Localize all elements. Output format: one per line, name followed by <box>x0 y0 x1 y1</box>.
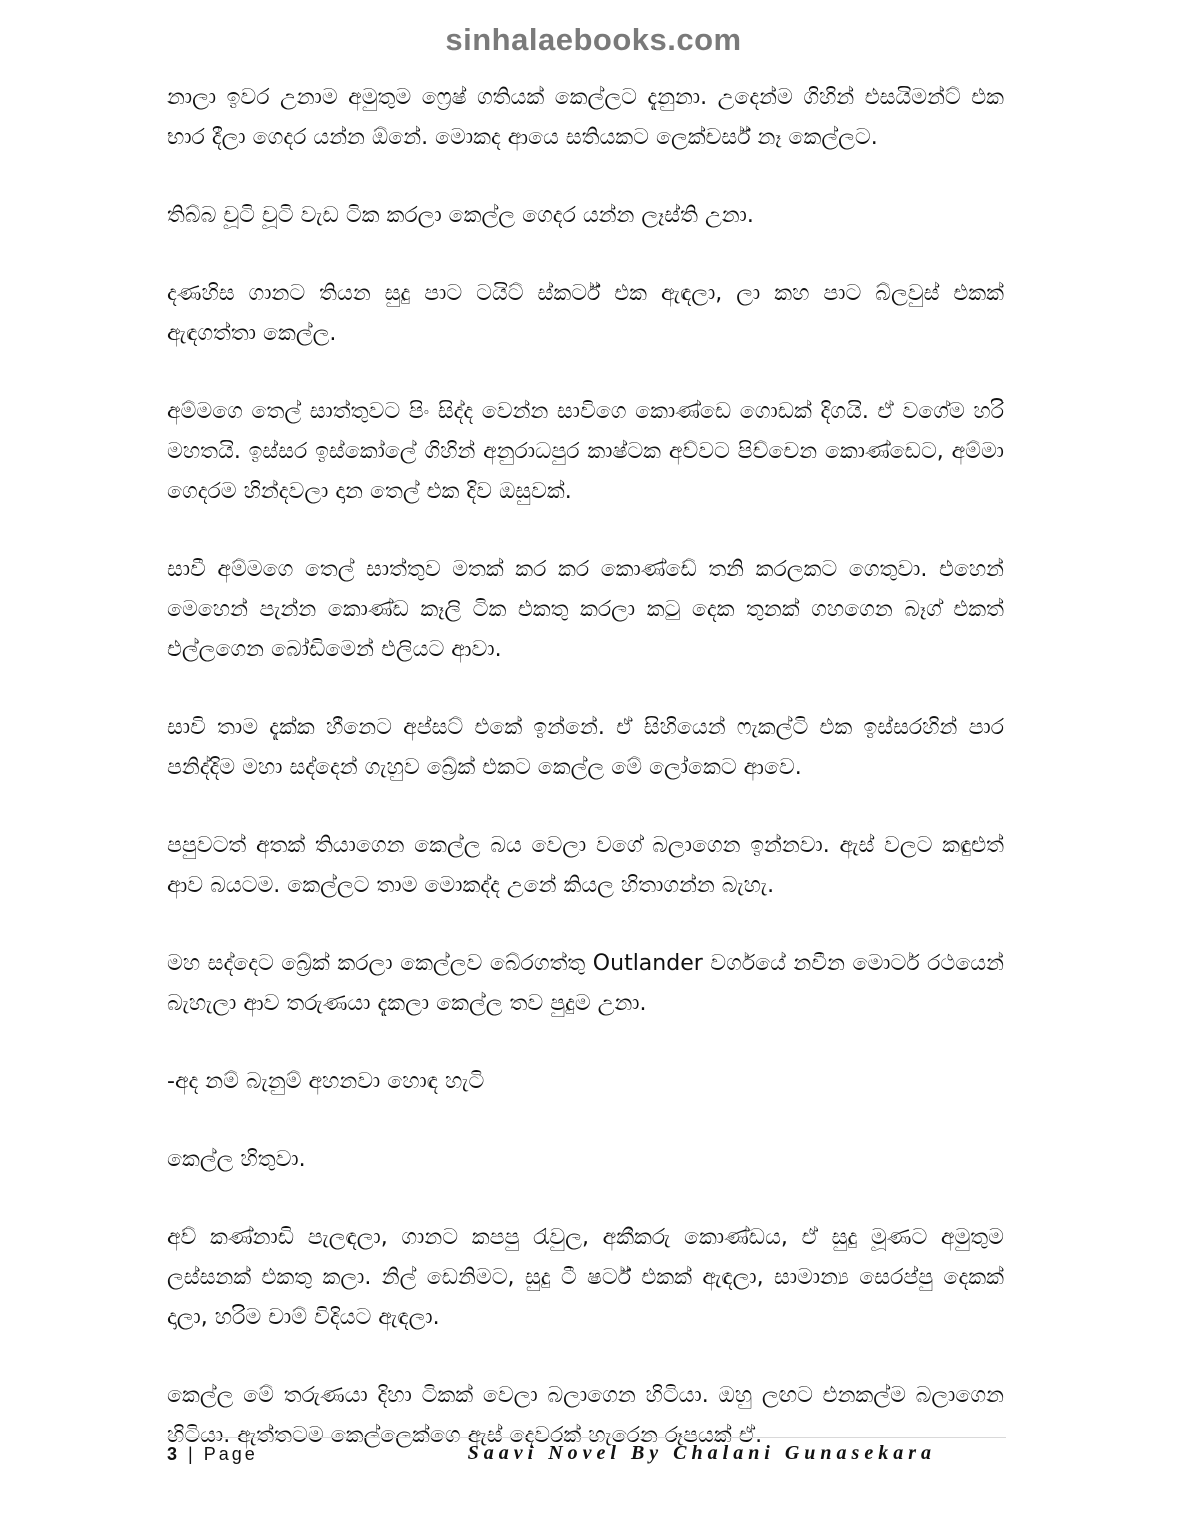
paragraph: නාලා ඉවර උනාම අමුතුම ෆ්‍රෙෂ් ගතියක් කෙල්ලට දැනුනා. උදෙන්ම ගිහින් එසයිමන්ට් එක භාර දීලා ගෙදර යන්න ඕනේ. මොකද ආයෙ සතියකට ලෙක්චර්ස් නෑ කෙල්ලට. <box>167 85 1004 150</box>
paragraph: සාවී අම්මගෙ තෙල් සාත්තුව මතක් කර කර කොණ්ඩේ තනි කරලකට ගෙතුවා. එහෙන් මෙහෙන් පැන්න කොණ්ඩ කෑලි ටික එකතු කරලා කටු දෙක තුනක් ගහගෙන බෑග් එකත් එල්ලගෙන බෝඩිමෙන් එලියට ආවා. <box>167 557 1004 662</box>
paragraph: පපුවටත් අතක් තියාගෙන කෙල්ල බය වෙලා වගේ බලාගෙන ඉන්නවා. ඇස් වලට කඳුළුත් ආව බයටම. කෙල්ලට තාම මොකද්ද උනේ කියල හිතාගන්න බැහැ. <box>167 833 1004 898</box>
site-watermark: sinhalaebooks.com <box>445 22 742 57</box>
page-label: | Page <box>188 1444 258 1464</box>
paragraph: දණහිස ගානට තියන සුදු පාට ටයිට් ස්කර්ට් එක ඇඳලා, ලා කහ පාට බ්ලවුස් එකක් ඇඳගත්තා කෙල්ල. <box>167 281 1004 346</box>
page-footer <box>167 1437 1006 1474</box>
paragraph: කෙල්ල මේ තරුණයා දිහා ටිකක් වෙලා බලාගෙන හිටියා. ඔහු ලඟට එනකල්ම බලාගෙන හිටියා. ඇත්තටම කෙල්ලෙක්ගෙ ඇස් දෙවරක් හැරෙන රූපයක් ඒ. <box>167 1383 1004 1448</box>
footer-credit: Saavi Novel By Chalani Gunasekara <box>467 1442 936 1464</box>
page-number <box>167 1444 258 1465</box>
paragraph: තිබ්බ චූටි චූටි වැඩ ටික කරලා කෙල්ල ගෙදර යන්න ලෑස්ති උනා. <box>167 203 754 228</box>
paragraph: මහ සද්දෙට බ්‍රේක් කරලා කෙල්ලව බේරගත්තු Outlander වර්ගයේ නවීන මොටර් රථයෙන් බැහැලා ආව තරුණයා දැකලා කෙල්ල තව පුදුම උනා. <box>167 951 1004 1016</box>
page-number-value: 3 <box>167 1444 181 1464</box>
paragraph: සාවි තාම දැක්ක හීනෙට අප්සට් එකේ ඉන්නේ. ඒ සිහියෙන් ෆැකල්ටි එක ඉස්සරහින් පාර පනිද්දිම මහා සද්දෙන් ගැහුව බ්‍රේක් එකට කෙල්ල මේ ලෝකෙට ආවෙ. <box>167 715 1004 780</box>
paragraph: කෙල්ල හිතුවා. <box>167 1147 306 1172</box>
page-body <box>167 78 1004 1494</box>
paragraph: -අද නම් බැනුම් අහනවා හොඳ හැටි <box>167 1069 485 1094</box>
paragraph: අව් කණ්නාඩි පැලඳලා, ගානට කපපු රැවුල, අකීකරු කොණ්ඩය, ඒ සුදු මූණට අමුතුම ලස්සනක් එකතු කලා. නිල් ඩෙනිමට, සුදු ටී ෂර්ට් එකක් ඇඳලා, සාමාන්‍ය සෙරප්පු දෙකක් දාලා, හරිම චාම් විදියට ඇඳලා. <box>167 1225 1004 1330</box>
paragraph: අම්මගෙ තෙල් සාත්තුවට පිං සිද්ද වෙන්න සාවිගෙ කොණ්ඩෙ ගොඩක් දිගයි. ඒ වගේම හරි මහතයි. ඉස්සර ඉස්කෝලේ ගිහින් අනුරාධපුර කාෂ්ටක අව්වට පිච්චෙන කොණ්ඩෙට, අම්මා ගෙදරම හින්දවලා දාන තෙල් එක දිව ඔසුවක්. <box>167 399 1004 504</box>
